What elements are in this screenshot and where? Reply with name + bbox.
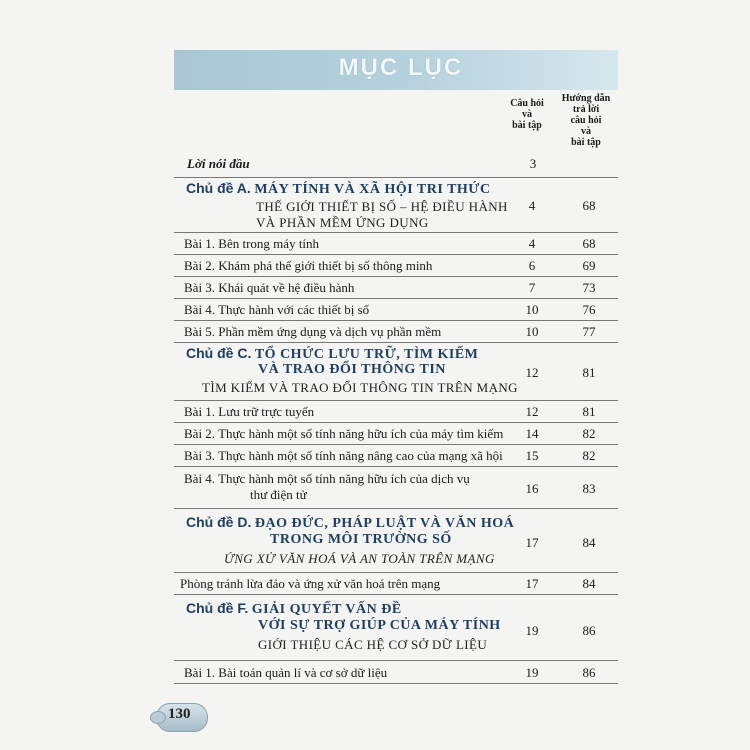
page-answers: 68: [582, 198, 596, 213]
topic-keyword: Chủ đề D.: [186, 514, 252, 530]
page-answers: 82: [582, 448, 596, 463]
page-answers: 81: [582, 404, 596, 419]
topic-a-row[interactable]: [174, 177, 618, 233]
page-number-badge: [150, 700, 210, 734]
column-header-line: và: [522, 109, 532, 120]
topic-name: GIẢI QUYẾT VẤN ĐỀ: [251, 602, 402, 617]
page-number: 130: [168, 706, 191, 722]
lesson-row[interactable]: [174, 276, 618, 299]
page-exercises: 4: [528, 236, 536, 251]
page-exercises: 4: [528, 198, 536, 213]
lesson-title: Bài 2. Khám phá thế giới thiết bị số thông minh: [184, 258, 433, 273]
lesson-title: Bài 1. Bài toán quản lí và cơ sở dữ liệu: [184, 665, 388, 680]
page-exercises: 17: [525, 576, 539, 591]
page-exercises: 7: [528, 280, 536, 295]
page-exercises: 14: [525, 426, 539, 441]
topic-name-line2: TRONG MÔI TRƯỜNG SỐ: [270, 532, 452, 547]
lesson-title: Bài 3. Khái quát về hệ điều hành: [184, 280, 355, 295]
topic-c-heading: [186, 345, 478, 363]
column-header-answers: [555, 93, 617, 148]
lesson-title: Bài 4. Thực hành với các thiết bị số: [184, 302, 370, 317]
lesson-row[interactable]: [174, 320, 618, 343]
page-answers: 81: [582, 365, 596, 380]
page-exercises: 10: [525, 302, 539, 317]
page-answers: 69: [582, 258, 596, 273]
toc-title-bar: [174, 50, 618, 90]
column-header-line: Hướng dẫn: [561, 93, 611, 104]
lesson-title: Bài 3. Thực hành một số tính năng nâng cao của mạng xã hội: [184, 448, 503, 463]
page-answers: 84: [582, 576, 596, 591]
lesson-title-line2: thư điện tử: [250, 487, 307, 502]
column-header-line: bài tập: [512, 120, 542, 131]
topic-subtitle: TÌM KIẾM VÀ TRAO ĐỔI THÔNG TIN TRÊN MẠNG: [202, 380, 518, 395]
page-exercises: 6: [528, 258, 536, 273]
page-exercises: 12: [525, 404, 539, 419]
column-header-line: câu hỏi: [570, 115, 602, 126]
lesson-row[interactable]: [174, 572, 618, 595]
page-exercises: 19: [525, 623, 539, 638]
lesson-row[interactable]: [174, 422, 618, 445]
page-answers: 86: [582, 623, 596, 638]
lesson-title: Bài 4. Thực hành một số tính năng hữu ích của dịch vụ: [184, 471, 470, 486]
topic-subtitle: VÀ PHẦN MỀM ỨNG DỤNG: [256, 215, 429, 230]
page-answers: 73: [582, 280, 596, 295]
lesson-row[interactable]: [174, 660, 618, 684]
topic-f-heading: [186, 600, 402, 618]
page-answers: 77: [582, 324, 596, 339]
topic-name: MÁY TÍNH VÀ XÃ HỘI TRI THỨC: [254, 182, 491, 197]
page-answers: 83: [582, 481, 596, 496]
lesson-title: Phòng tránh lừa đảo và ứng xử văn hoá trên mạng: [180, 576, 441, 591]
lesson-row[interactable]: [174, 444, 618, 467]
lesson-row[interactable]: [174, 400, 618, 423]
column-header-exercises: [500, 98, 554, 131]
page-exercises: 17: [525, 535, 539, 550]
intro-page: 3: [529, 156, 537, 171]
topic-subtitle: ỨNG XỬ VĂN HOÁ VÀ AN TOÀN TRÊN MẠNG: [224, 551, 495, 566]
lesson-row[interactable]: [174, 466, 618, 509]
page-exercises: 16: [525, 481, 539, 496]
page-answers: 82: [582, 426, 596, 441]
topic-a-heading: [186, 180, 491, 198]
lesson-row[interactable]: [174, 254, 618, 277]
intro-label: Lời nói đầu: [187, 156, 250, 171]
page-exercises: 10: [525, 324, 539, 339]
page-badge-dot: [150, 711, 166, 724]
page-exercises: 15: [525, 448, 539, 463]
page-answers: 68: [582, 236, 596, 251]
topic-name-line2: VÀ TRAO ĐỔI THÔNG TIN: [258, 362, 446, 377]
topic-keyword: Chủ đề F.: [186, 600, 249, 616]
lesson-row[interactable]: [174, 298, 618, 321]
column-header-line: và: [581, 126, 591, 137]
page-answers: 84: [582, 535, 596, 550]
topic-name: ĐẠO ĐỨC, PHÁP LUẬT VÀ VĂN HOÁ: [254, 516, 515, 531]
page-answers: 76: [582, 302, 596, 317]
topic-keyword: Chủ đề A.: [186, 180, 251, 196]
topic-d-heading: [186, 514, 514, 532]
lesson-row[interactable]: [174, 232, 618, 255]
topic-c-row[interactable]: [174, 342, 618, 401]
page-exercises: 12: [525, 365, 539, 380]
lesson-title: Bài 1. Lưu trữ trực tuyến: [184, 404, 315, 419]
topic-subtitle: GIỚI THIỆU CÁC HỆ CƠ SỞ DỮ LIỆU: [258, 637, 488, 652]
topic-name: TỔ CHỨC LƯU TRỮ, TÌM KIẾM: [254, 347, 479, 362]
column-header-line: trả lời: [572, 104, 600, 115]
topic-f-row[interactable]: [174, 594, 618, 661]
topic-name-line2: VỚI SỰ TRỢ GIÚP CỦA MÁY TÍNH: [258, 618, 501, 633]
topic-keyword: Chủ đề C.: [186, 345, 252, 361]
page-exercises: 19: [525, 665, 539, 680]
column-header-line: bài tập: [571, 137, 601, 148]
lesson-title: Bài 1. Bên trong máy tính: [184, 236, 320, 251]
toc-title: MỤC LỤC: [338, 54, 464, 81]
lesson-title: Bài 2. Thực hành một số tính năng hữu ích của máy tìm kiếm: [184, 426, 504, 441]
page-answers: 86: [582, 665, 596, 680]
lesson-title: Bài 5. Phần mềm ứng dụng và dịch vụ phần mềm: [184, 324, 442, 339]
topic-d-row[interactable]: [174, 508, 618, 573]
topic-subtitle: THẾ GIỚI THIẾT BỊ SỐ – HỆ ĐIỀU HÀNH: [256, 199, 508, 214]
column-header-line: Câu hỏi: [510, 98, 544, 109]
